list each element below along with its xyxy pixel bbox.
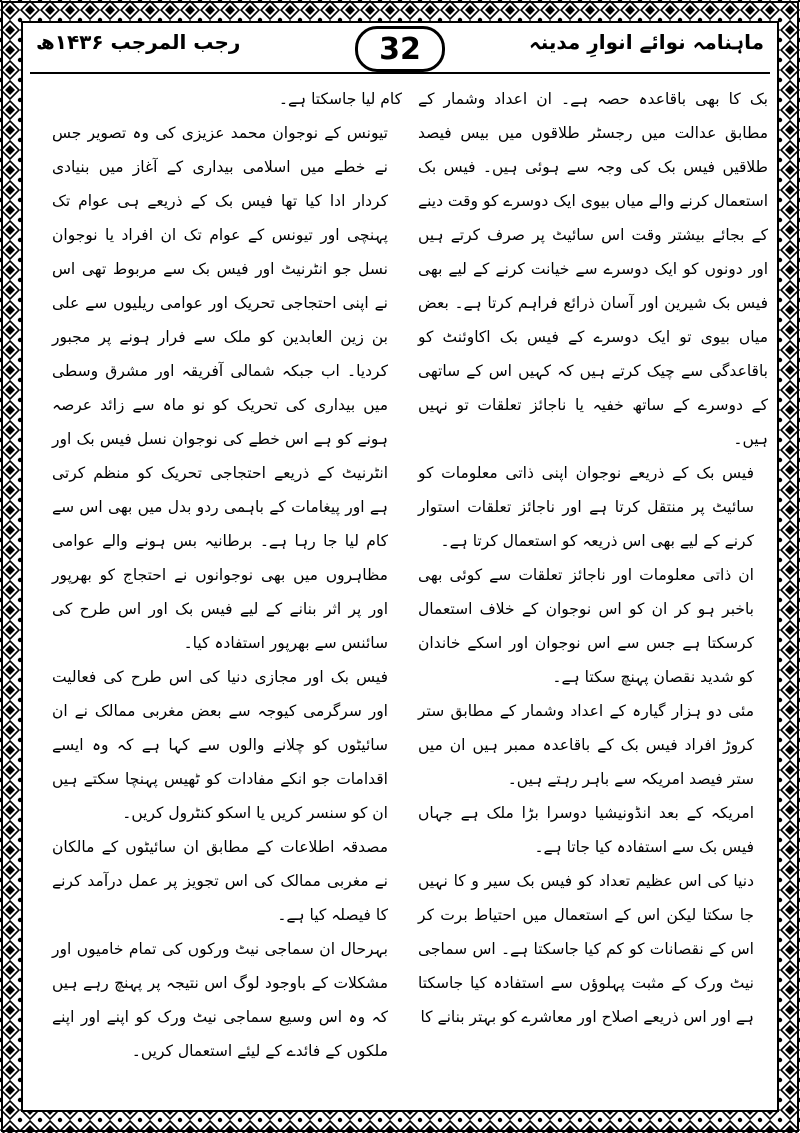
left-column [52, 82, 402, 1068]
issue-date: رجب المرجب ۱۴۳۶ھ [36, 30, 241, 54]
magazine-title: ماہنامہ نوائے انوارِ مدینہ [528, 30, 764, 54]
paragraph: دنیا کی اس عظیم تعداد کو فیس بک سیر و کا نہیں جا سکتا لیکن اس کے استعمال میں احتیاط برت کر اس کے نقصانات کو کم کیا جاسکتا ہے۔ اس سماجی نیٹ ورک کے مثبت پہلوؤں سے استفادہ کیا جاسکتا ہے اور اس ذریعے اصلاح اور معاشرے کو بہتر بنانے کا [418, 872, 754, 1026]
right-column [418, 82, 768, 1034]
paragraph: مصدقہ اطلاعات کے مطابق ان سائیٹوں کے مالکان نے مغربی ممالک کی اس تجویز پر عمل درآمد کرنے کا فیصلہ کیا ہے۔ [52, 838, 388, 924]
page-number-badge: 32 [355, 26, 445, 72]
paragraph: فیس بک کے ذریعے نوجوان اپنی ذاتی معلومات کو سائیٹ پر منتقل کرتا ہے اور ناجائز تعلقات استوار کرنے کے لیے بھی اس ذریعہ کو استعمال کرتا ہے۔ [418, 464, 754, 550]
paragraph: بک کا بھی باقاعدہ حصہ ہے۔ ان اعداد وشمار کے مطابق عدالت میں رجسٹر طلاقوں میں بیس فیصد طلاقیں فیس بک کی وجہ سے ہوئی ہیں۔ فیس بک استعمال کرنے والے میاں بیوی ایک دوسرے کو وقت دینے کے بجائے بیشتر وقت اس سائیٹ پر صرف کرتے ہیں اور دونوں کو ایک دوسرے سے خیانت کرنے کے لیے بھی فیس بک شیرین اور آسان ذرائع فراہم کرتا ہے۔ بعض میاں بیوی تو ایک دوسرے کے فیس بک اکاوئنٹ کو باقاعدگی سے چیک کرتے ہیں کہ کہیں اس کے ساتھی کے دوسرے کے ساتھ خفیہ یا ناجائز تعلقات تو نہیں ہیں۔ [418, 90, 768, 448]
paragraph: مئی دو ہزار گیارہ کے اعداد وشمار کے مطابق ستر کروڑ افراد فیس بک کے باقاعدہ ممبر ہیں ان میں ستر فیصد امریکہ سے باہر رہتے ہیں۔ [418, 702, 754, 788]
page-header [30, 26, 770, 74]
paragraph: کام لیا جاسکتا ہے۔ [278, 90, 402, 108]
paragraph: امریکہ کے بعد انڈونیشیا دوسرا بڑا ملک ہے جہاں فیس بک سے استفادہ کیا جاتا ہے۔ [418, 804, 754, 856]
header-rule [30, 72, 770, 74]
paragraph: فیس بک اور مجازی دنیا کی اس طرح کی فعالیت اور سرگرمی کیوجہ سے بعض مغربی ممالک نے ان سائیٹوں کو چلانے والوں سے کہا ہے کہ وہ ایسے اقدامات جو انکے مفادات کو ٹھیس پہنچا سکتے ہیں ان کو سنسر کریں یا اسکو کنٹرول کریں۔ [52, 668, 388, 822]
paragraph: بہرحال ان سماجی نیٹ ورکوں کی تمام خامیوں اور مشکلات کے باوجود لوگ اس نتیجہ پر پہنچ رہے ہیں کہ وہ اس وسیع سماجی نیٹ ورک کو اپنے اور اپنے ملکوں کے فائدے کے لیئے استعمال کریں۔ [52, 940, 388, 1060]
paragraph: ان ذاتی معلومات اور ناجائز تعلقات سے کوئی بھی باخبر ہو کر ان کو اس نوجوان کے خلاف استعمال کرسکتا ہے جس سے اس نوجوان اور اسکے خاندان کو شدید نقصان پہنچ سکتا ہے۔ [418, 566, 754, 686]
paragraph: تیونس کے نوجوان محمد عزیزی کی وہ تصویر جس نے خطے میں اسلامی بیداری کے آغاز میں بنیادی کردار ادا کیا تھا فیس بک کے ذریعے ہی عوام تک پہنچی اور تیونس کے عوام تک ان افراد یا نوجوان نسل جو انٹرنیٹ اور فیس بک سے مربوط تھی اس نے اپنی احتجاجی تحریک اور عوامی ریلیوں سے علی بن زین العابدین کو ملک سے فرار ہونے پر مجبور کردیا۔ اب جبکہ شمالی آفریقہ اور مشرق وسطی میں بیداری کی تحریک کو نو ماہ سے زائد عرصہ ہونے کو ہے اس خطے کی نوجوان نسل فیس بک اور انٹرنیٹ کے ذریعے احتجاجی تحریک کو منظم کرتی ہے اور پیغامات کے باہمی ردو بدل میں بھی اس سے کام لیا جا رہا ہے۔ برطانیہ بس ہونے والے عوامی مظاہروں میں بھی نوجوانوں نے احتجاج کو بھرپور اور پر اثر بنانے کے لیے فیس بک اور اس طرح کی سائنس سے بھرپور استفادہ کیا۔ [52, 124, 388, 652]
